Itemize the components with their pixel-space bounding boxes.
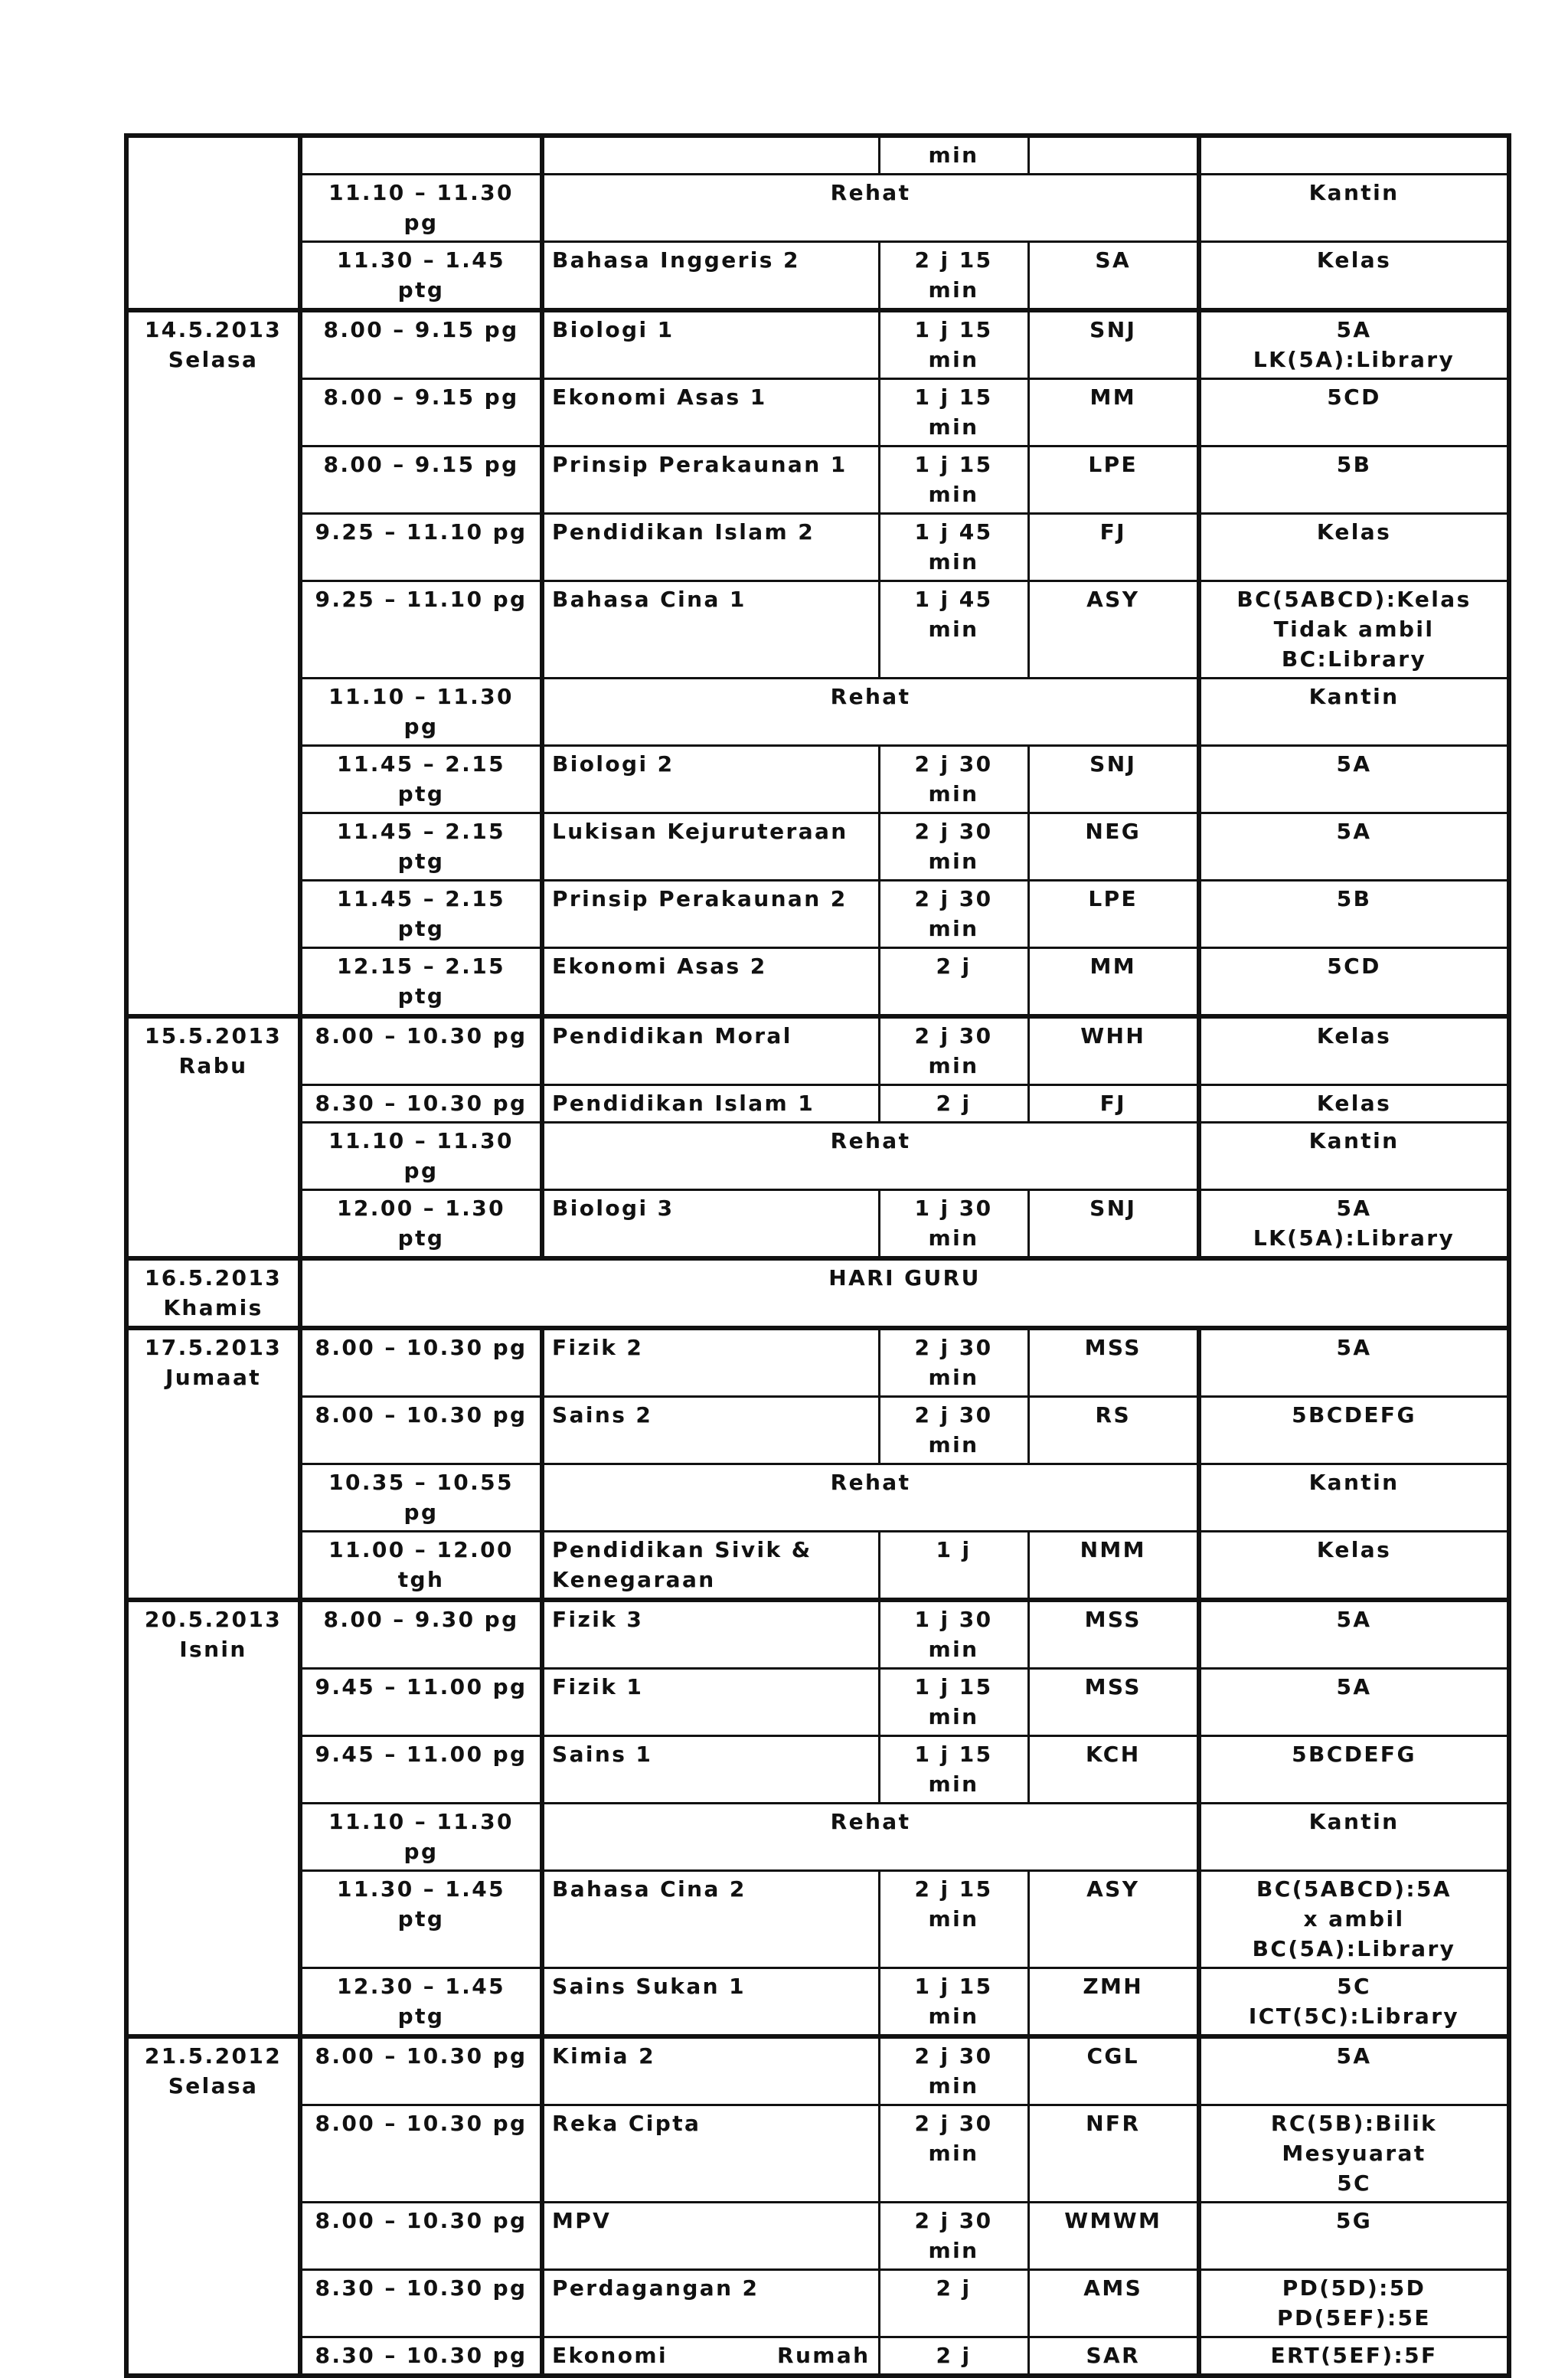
room-cell: 5CD bbox=[1199, 379, 1509, 446]
duration-cell bbox=[879, 1190, 1028, 1259]
room-cell: 5A bbox=[1199, 1600, 1509, 1669]
teacher-code-cell: MSS bbox=[1028, 1328, 1199, 1397]
duration-cell-line: min bbox=[928, 277, 979, 303]
subject-cell: Sains 2 bbox=[542, 1397, 879, 1464]
break-row bbox=[126, 1123, 1509, 1190]
time-cell: 8.00 – 9.15 pg bbox=[300, 310, 542, 379]
teacher-code-cell: WMWM bbox=[1028, 2203, 1199, 2270]
time-cell: 9.25 – 11.10 pg bbox=[300, 514, 542, 581]
teacher-code-cell: FJ bbox=[1028, 1085, 1199, 1123]
teacher-code-cell bbox=[1028, 136, 1199, 175]
room-cell bbox=[1199, 1190, 1509, 1259]
duration-cell-line: min bbox=[928, 1906, 979, 1932]
subject-cell: Biologi 3 bbox=[542, 1190, 879, 1259]
room-cell-line: Mesyuarat bbox=[1282, 2141, 1426, 2166]
room-cell: 5B bbox=[1199, 446, 1509, 514]
schedule-row bbox=[126, 1190, 1509, 1259]
room-cell-line: PD(5EF):5E bbox=[1277, 2305, 1431, 2331]
duration-cell-line: 2 j 15 bbox=[914, 247, 993, 273]
room-cell-line: BC(5ABCD):Kelas bbox=[1236, 587, 1472, 612]
subject-cell: Bahasa Cina 2 bbox=[542, 1871, 879, 1968]
teacher-code-cell: SNJ bbox=[1028, 1190, 1199, 1259]
teacher-code-cell: ASY bbox=[1028, 1871, 1199, 1968]
schedule-row bbox=[126, 136, 1509, 175]
duration-cell bbox=[879, 1397, 1028, 1464]
schedule-row bbox=[126, 242, 1509, 311]
duration-cell-line: 1 j 15 bbox=[914, 1742, 993, 1767]
room-cell: 5A bbox=[1199, 746, 1509, 813]
schedule-row bbox=[126, 948, 1509, 1017]
time-cell: 11.30 – 1.45 ptg bbox=[300, 1871, 542, 1968]
date-text: 20.5.2013 bbox=[144, 1607, 283, 1632]
date-cell bbox=[126, 136, 300, 310]
break-label: Rehat bbox=[542, 175, 1199, 242]
room-cell-line: 5C bbox=[1337, 1974, 1371, 1999]
room-cell: Kelas bbox=[1199, 242, 1509, 311]
duration-cell-line: min bbox=[928, 617, 979, 642]
subject-cell: Pendidikan Islam 1 bbox=[542, 1085, 879, 1123]
duration-cell-line: min bbox=[928, 549, 979, 574]
duration-cell-line: min bbox=[928, 849, 979, 874]
time-cell-line: tgh bbox=[397, 1567, 445, 1592]
duration-cell-line: min bbox=[928, 414, 979, 440]
room-cell: Kantin bbox=[1199, 175, 1509, 242]
duration-cell-line: min bbox=[928, 1637, 979, 1662]
time-cell: 11.10 – 11.30 pg bbox=[300, 679, 542, 746]
subject-cell: Bahasa Inggeris 2 bbox=[542, 242, 879, 311]
room-cell-line: ICT(5C):Library bbox=[1248, 2003, 1460, 2029]
date-text: 16.5.2013 bbox=[144, 1265, 283, 1290]
duration-cell bbox=[879, 1871, 1028, 1968]
duration-cell bbox=[879, 514, 1028, 581]
room-cell bbox=[1199, 1871, 1509, 1968]
subject-cell bbox=[542, 136, 879, 175]
duration-cell-line: 2 j 30 bbox=[914, 1023, 993, 1048]
room-cell: Kelas bbox=[1199, 1085, 1509, 1123]
teacher-code-cell: LPE bbox=[1028, 881, 1199, 948]
room-cell-line: PD(5D):5D bbox=[1282, 2275, 1426, 2301]
day-text: Isnin bbox=[179, 1637, 247, 1662]
duration-cell bbox=[879, 2036, 1028, 2105]
break-row bbox=[126, 679, 1509, 746]
duration-cell-line: min bbox=[928, 2141, 979, 2166]
time-cell: 9.25 – 11.10 pg bbox=[300, 581, 542, 679]
time-cell: 11.10 – 11.30 pg bbox=[300, 1804, 542, 1871]
day-text: Rabu bbox=[178, 1053, 248, 1078]
break-label: Rehat bbox=[542, 1123, 1199, 1190]
teacher-code-cell: MM bbox=[1028, 948, 1199, 1017]
date-cell bbox=[126, 1328, 300, 1600]
date-text: 15.5.2013 bbox=[144, 1023, 283, 1048]
subject-cell: MPV bbox=[542, 2203, 879, 2270]
teacher-code-cell: MSS bbox=[1028, 1600, 1199, 1669]
time-cell: 8.30 – 10.30 pg bbox=[300, 1085, 542, 1123]
room-cell: 5A bbox=[1199, 2036, 1509, 2105]
duration-cell bbox=[879, 581, 1028, 679]
schedule-row bbox=[126, 2337, 1509, 2376]
teacher-code-cell: LPE bbox=[1028, 446, 1199, 514]
room-cell-line: RC(5B):Bilik bbox=[1270, 2111, 1438, 2136]
date-cell bbox=[126, 2036, 300, 2376]
room-cell: 5B bbox=[1199, 881, 1509, 948]
duration-cell bbox=[879, 242, 1028, 311]
schedule-row bbox=[126, 1085, 1509, 1123]
duration-cell-line: 2 j 30 bbox=[914, 886, 993, 911]
room-cell-line: x ambil bbox=[1303, 1906, 1405, 1932]
duration-cell: 2 j bbox=[879, 2270, 1028, 2337]
time-cell: 8.00 – 9.15 pg bbox=[300, 446, 542, 514]
time-cell: 10.35 – 10.55 pg bbox=[300, 1464, 542, 1532]
schedule-row bbox=[126, 2270, 1509, 2337]
subject-cell: Ekonomi Asas 2 bbox=[542, 948, 879, 1017]
subject-cell-line: Kenegaraan bbox=[552, 1567, 716, 1592]
break-label: Rehat bbox=[542, 1804, 1199, 1871]
duration-cell-line: min bbox=[928, 347, 979, 372]
room-cell: Kantin bbox=[1199, 1464, 1509, 1532]
subject-cell: Reka Cipta bbox=[542, 2105, 879, 2203]
schedule-row bbox=[126, 1736, 1509, 1804]
duration-cell bbox=[879, 310, 1028, 379]
date-text: 21.5.2012 bbox=[144, 2043, 283, 2069]
schedule-row bbox=[126, 1600, 1509, 1669]
duration-cell-line: 2 j 30 bbox=[914, 2043, 993, 2069]
exam-schedule-table bbox=[124, 133, 1511, 2378]
day-text: Jumaat bbox=[165, 1365, 262, 1390]
room-cell: 5G bbox=[1199, 2203, 1509, 2270]
duration-cell bbox=[879, 746, 1028, 813]
subject-cell: Ekonomi Rumah bbox=[542, 2337, 879, 2376]
time-cell: 11.45 – 2.15 ptg bbox=[300, 881, 542, 948]
break-row bbox=[126, 175, 1509, 242]
room-cell-line: BC(5A):Library bbox=[1252, 1936, 1456, 1961]
subject-cell: Prinsip Perakaunan 2 bbox=[542, 881, 879, 948]
duration-cell bbox=[879, 1328, 1028, 1397]
teacher-code-cell: NFR bbox=[1028, 2105, 1199, 2203]
schedule-row bbox=[126, 514, 1509, 581]
room-cell-line: 5A bbox=[1336, 1196, 1372, 1221]
holiday-row bbox=[126, 1258, 1509, 1328]
room-cell-line: Tidak ambil bbox=[1273, 617, 1435, 642]
room-cell-line: BC(5ABCD):5A bbox=[1256, 1876, 1452, 1902]
room-cell-line: LK(5A):Library bbox=[1253, 1225, 1455, 1251]
time-cell: 11.30 – 1.45 ptg bbox=[300, 242, 542, 311]
duration-cell: 2 j bbox=[879, 2337, 1028, 2376]
time-cell: 8.00 – 10.30 pg bbox=[300, 2036, 542, 2105]
duration-cell-line: min bbox=[928, 2073, 979, 2098]
subject-cell: Fizik 3 bbox=[542, 1600, 879, 1669]
schedule-row bbox=[126, 1016, 1509, 1085]
schedule-row bbox=[126, 1968, 1509, 2037]
time-cell: 12.30 – 1.45 ptg bbox=[300, 1968, 542, 2037]
duration-cell-line: min bbox=[928, 1432, 979, 1457]
duration-cell-line: 1 j 15 bbox=[914, 1674, 993, 1699]
duration-cell: 2 j bbox=[879, 1085, 1028, 1123]
date-text: 17.5.2013 bbox=[144, 1335, 283, 1360]
teacher-code-cell: MM bbox=[1028, 379, 1199, 446]
room-cell: 5CD bbox=[1199, 948, 1509, 1017]
duration-cell-line: 1 j 30 bbox=[914, 1196, 993, 1221]
room-cell-line: LK(5A):Library bbox=[1253, 347, 1455, 372]
duration-cell-line: 2 j 30 bbox=[914, 2111, 993, 2136]
room-cell: Kantin bbox=[1199, 1804, 1509, 1871]
room-cell: 5BCDEFG bbox=[1199, 1397, 1509, 1464]
date-cell bbox=[126, 1600, 300, 2036]
schedule-row bbox=[126, 379, 1509, 446]
time-cell: 8.00 – 10.30 pg bbox=[300, 1328, 542, 1397]
break-label: Rehat bbox=[542, 679, 1199, 746]
schedule-row bbox=[126, 746, 1509, 813]
room-cell: Kelas bbox=[1199, 1532, 1509, 1601]
subject-cell: Biologi 1 bbox=[542, 310, 879, 379]
duration-cell: 1 j bbox=[879, 1532, 1028, 1601]
duration-cell-line: 2 j 30 bbox=[914, 751, 993, 777]
time-cell: 8.00 – 10.30 pg bbox=[300, 2105, 542, 2203]
schedule-row bbox=[126, 2036, 1509, 2105]
schedule-row bbox=[126, 1669, 1509, 1736]
duration-cell-line: min bbox=[928, 1704, 979, 1729]
teacher-code-cell: FJ bbox=[1028, 514, 1199, 581]
date-cell bbox=[126, 310, 300, 1016]
duration-cell-line: min bbox=[928, 1053, 979, 1078]
schedule-row bbox=[126, 1871, 1509, 1968]
duration-cell-line: 2 j 30 bbox=[914, 819, 993, 844]
room-cell: Kelas bbox=[1199, 1016, 1509, 1085]
room-cell: 5A bbox=[1199, 1328, 1509, 1397]
duration-cell: min bbox=[879, 136, 1028, 175]
schedule-row bbox=[126, 1328, 1509, 1397]
room-cell bbox=[1199, 136, 1509, 175]
schedule-row bbox=[126, 813, 1509, 881]
date-text: 14.5.2013 bbox=[144, 317, 283, 342]
duration-cell-line: 1 j 45 bbox=[914, 519, 993, 545]
schedule-row bbox=[126, 446, 1509, 514]
subject-cell: Pendidikan Islam 2 bbox=[542, 514, 879, 581]
subject-cell: Sains Sukan 1 bbox=[542, 1968, 879, 2037]
room-cell: Kantin bbox=[1199, 679, 1509, 746]
duration-cell: 2 j bbox=[879, 948, 1028, 1017]
duration-cell-line: min bbox=[928, 482, 979, 507]
duration-cell bbox=[879, 1669, 1028, 1736]
time-cell bbox=[300, 136, 542, 175]
teacher-code-cell: SA bbox=[1028, 242, 1199, 311]
schedule-row bbox=[126, 1397, 1509, 1464]
subject-cell: Fizik 2 bbox=[542, 1328, 879, 1397]
duration-cell-line: 1 j 15 bbox=[914, 1974, 993, 1999]
schedule-row bbox=[126, 1532, 1509, 1601]
teacher-code-cell: ZMH bbox=[1028, 1968, 1199, 2037]
duration-cell-line: min bbox=[928, 2238, 979, 2263]
time-cell: 8.00 – 10.30 pg bbox=[300, 1016, 542, 1085]
break-row bbox=[126, 1804, 1509, 1871]
subject-cell: Biologi 2 bbox=[542, 746, 879, 813]
time-cell-line: 11.00 – 12.00 bbox=[328, 1537, 514, 1562]
teacher-code-cell: ASY bbox=[1028, 581, 1199, 679]
room-cell bbox=[1199, 1968, 1509, 2037]
duration-cell bbox=[879, 1968, 1028, 2037]
duration-cell bbox=[879, 813, 1028, 881]
room-cell: Kelas bbox=[1199, 514, 1509, 581]
duration-cell bbox=[879, 446, 1028, 514]
time-cell: 11.45 – 2.15 ptg bbox=[300, 746, 542, 813]
room-cell-line: 5A bbox=[1336, 317, 1372, 342]
duration-cell-line: 1 j 15 bbox=[914, 452, 993, 477]
duration-cell bbox=[879, 1600, 1028, 1669]
day-text: Khamis bbox=[163, 1295, 263, 1320]
time-cell: 8.30 – 10.30 pg bbox=[300, 2270, 542, 2337]
duration-cell-line: min bbox=[928, 1225, 979, 1251]
teacher-code-cell: SNJ bbox=[1028, 746, 1199, 813]
subject-cell: Lukisan Kejuruteraan bbox=[542, 813, 879, 881]
teacher-code-cell: CGL bbox=[1028, 2036, 1199, 2105]
duration-cell bbox=[879, 881, 1028, 948]
teacher-code-cell: NEG bbox=[1028, 813, 1199, 881]
time-cell: 8.00 – 10.30 pg bbox=[300, 2203, 542, 2270]
subject-cell: Sains 1 bbox=[542, 1736, 879, 1804]
schedule-row bbox=[126, 881, 1509, 948]
room-cell-line: BC:Library bbox=[1281, 646, 1427, 672]
teacher-code-cell: SAR bbox=[1028, 2337, 1199, 2376]
duration-cell-line: min bbox=[928, 916, 979, 941]
duration-cell bbox=[879, 1016, 1028, 1085]
room-cell: 5A bbox=[1199, 813, 1509, 881]
subject-cell: Fizik 1 bbox=[542, 1669, 879, 1736]
duration-cell-line: 2 j 15 bbox=[914, 1876, 993, 1902]
duration-cell-line: 1 j 15 bbox=[914, 317, 993, 342]
date-cell bbox=[126, 1016, 300, 1258]
teacher-code-cell: NMM bbox=[1028, 1532, 1199, 1601]
teacher-code-cell: AMS bbox=[1028, 2270, 1199, 2337]
subject-cell: Bahasa Cina 1 bbox=[542, 581, 879, 679]
subject-cell: Kimia 2 bbox=[542, 2036, 879, 2105]
duration-cell-line: 1 j 30 bbox=[914, 1607, 993, 1632]
time-cell: 11.10 – 11.30 pg bbox=[300, 175, 542, 242]
break-label: Rehat bbox=[542, 1464, 1199, 1532]
time-cell: 8.30 – 10.30 pg bbox=[300, 2337, 542, 2376]
room-cell bbox=[1199, 2270, 1509, 2337]
room-cell bbox=[1199, 581, 1509, 679]
date-cell bbox=[126, 1258, 300, 1328]
time-cell: 12.15 – 2.15 ptg bbox=[300, 948, 542, 1017]
duration-cell-line: min bbox=[928, 1771, 979, 1797]
room-cell bbox=[1199, 310, 1509, 379]
time-cell: 9.45 – 11.00 pg bbox=[300, 1669, 542, 1736]
duration-cell-line: min bbox=[928, 1365, 979, 1390]
duration-cell bbox=[879, 379, 1028, 446]
duration-cell bbox=[879, 2105, 1028, 2203]
duration-cell-line: 2 j 30 bbox=[914, 1335, 993, 1360]
time-cell: 11.10 – 11.30 pg bbox=[300, 1123, 542, 1190]
duration-cell bbox=[879, 2203, 1028, 2270]
subject-cell: Ekonomi Asas 1 bbox=[542, 379, 879, 446]
duration-cell-line: min bbox=[928, 781, 979, 806]
time-cell: 12.00 – 1.30 ptg bbox=[300, 1190, 542, 1259]
room-cell bbox=[1199, 2105, 1509, 2203]
duration-cell-line: 2 j 30 bbox=[914, 2208, 993, 2233]
duration-cell-line: 1 j 45 bbox=[914, 587, 993, 612]
schedule-body bbox=[126, 136, 1509, 2376]
room-cell: 5A bbox=[1199, 1669, 1509, 1736]
subject-cell-line: Pendidikan Sivik & bbox=[552, 1537, 812, 1562]
duration-cell-line: 2 j 30 bbox=[914, 1402, 993, 1428]
time-cell: 8.00 – 10.30 pg bbox=[300, 1397, 542, 1464]
subject-cell bbox=[542, 1532, 879, 1601]
time-cell: 9.45 – 11.00 pg bbox=[300, 1736, 542, 1804]
teacher-code-cell: WHH bbox=[1028, 1016, 1199, 1085]
subject-cell: Perdagangan 2 bbox=[542, 2270, 879, 2337]
schedule-row bbox=[126, 2105, 1509, 2203]
time-cell: 11.45 – 2.15 ptg bbox=[300, 813, 542, 881]
room-cell: Kantin bbox=[1199, 1123, 1509, 1190]
duration-cell-line: 1 j 15 bbox=[914, 384, 993, 410]
day-text: Selasa bbox=[168, 347, 259, 372]
time-cell: 8.00 – 9.30 pg bbox=[300, 1600, 542, 1669]
teacher-code-cell: RS bbox=[1028, 1397, 1199, 1464]
room-cell: ERT(5EF):5F bbox=[1199, 2337, 1509, 2376]
teacher-code-cell: SNJ bbox=[1028, 310, 1199, 379]
subject-cell: Pendidikan Moral bbox=[542, 1016, 879, 1085]
teacher-code-cell: MSS bbox=[1028, 1669, 1199, 1736]
break-row bbox=[126, 1464, 1509, 1532]
day-text: Selasa bbox=[168, 2073, 259, 2098]
schedule-row bbox=[126, 2203, 1509, 2270]
room-cell-line: 5C bbox=[1337, 2170, 1371, 2196]
holiday-label: HARI GURU bbox=[300, 1258, 1509, 1328]
duration-cell bbox=[879, 1736, 1028, 1804]
time-cell bbox=[300, 1532, 542, 1601]
schedule-row bbox=[126, 581, 1509, 679]
room-cell: 5BCDEFG bbox=[1199, 1736, 1509, 1804]
time-cell: 8.00 – 9.15 pg bbox=[300, 379, 542, 446]
subject-cell: Prinsip Perakaunan 1 bbox=[542, 446, 879, 514]
duration-cell-line: min bbox=[928, 2003, 979, 2029]
schedule-row bbox=[126, 310, 1509, 379]
teacher-code-cell: KCH bbox=[1028, 1736, 1199, 1804]
